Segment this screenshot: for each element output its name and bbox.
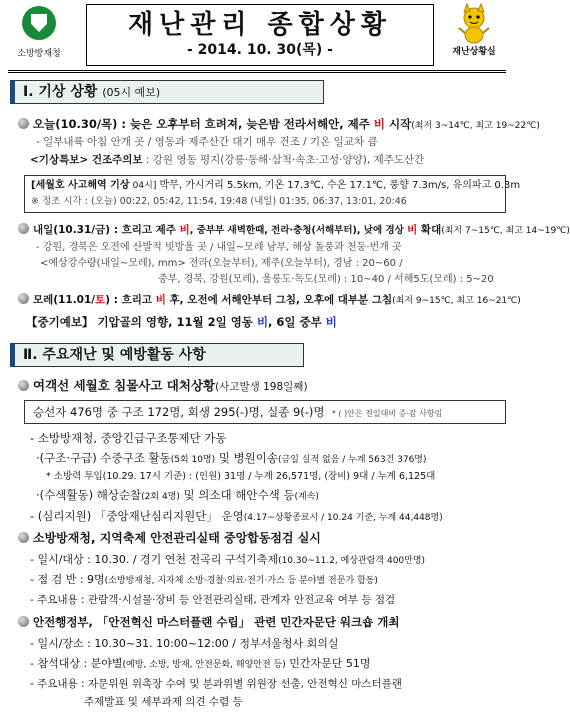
tomorrow-note-1: - 강원, 경북은 오전에 산발적 빗방울 곳 / 내일~모레 남부, 해상 돌풍과 천둥·번개 곳	[36, 242, 402, 253]
festival-line-1	[30, 552, 425, 569]
dayafter-forecast-text: ) : 흐리고	[105, 294, 156, 306]
disaster-heading-text: Ⅱ. 주요재난 및 예방활동 사항	[23, 347, 206, 363]
sewol-casualty-line	[33, 404, 442, 422]
mid-term-rain-word-1: 비	[256, 315, 269, 329]
sewol-response-title	[18, 378, 308, 395]
today-note: - 일부내륙 아침 안개 곳 / 영동과 제주산간 대기 매우 건조 / 기온 일교차 큼	[36, 136, 378, 148]
tomorrow-forecast-tail: 확대	[417, 224, 442, 236]
sewol-observation	[31, 178, 520, 194]
weather-dayafter	[18, 292, 521, 309]
document-title: 재난관리 종합상황	[128, 10, 392, 40]
mascot-icon	[455, 4, 493, 44]
psych-support-text: - (심리지원) 「중앙재난심리지원단」 운영	[30, 509, 244, 523]
tomorrow-forecast-text: 내일(10.31/금) : 흐리고 제주	[33, 224, 180, 236]
dayafter-temperature: (최저 9~15℃, 최고 16~21℃)	[392, 296, 521, 306]
dayafter-label: 모레(11.01/	[33, 294, 96, 306]
weather-section-heading	[10, 80, 324, 104]
workshop-attendees-count: 민간자문단 51명	[285, 657, 371, 670]
workshop-line-3: - 주요내용 : 자문위원 위촉장 수여 및 분과위별 위원장 선출, 안전혁신 마스터플랜	[30, 678, 402, 690]
inspection-team: - 점 검 반 : 9명	[30, 573, 105, 586]
sewol-line-1: - 소방방재청, 중앙긴급구조통제단 가동	[30, 431, 227, 445]
bullet-icon	[18, 616, 29, 627]
inspection-team-detail: (소방방재청, 지자체 소방·경찰·의료·전기·가스 등 분야별 전문가 합동)	[104, 576, 378, 586]
sewol-casualty-box	[24, 400, 506, 424]
disaster-section-heading	[10, 343, 304, 367]
sewol-casualty-count: 승선자 476명 중 구조 172명, 회생 295(-)명, 실종 9(-)명	[33, 405, 325, 419]
header-divider	[8, 70, 506, 73]
dayafter-rain-word: 비	[155, 294, 166, 306]
workshop-line-2	[30, 656, 370, 673]
agency-logo-caption: 소방방재청	[17, 49, 61, 59]
document-date: - 2014. 10. 30(목) -	[186, 42, 333, 58]
workshop-title-text: 안전행정부, 「안전혁신 마스터플랜 수립」 관련 민간자문단 워크숍 개최	[33, 615, 400, 629]
sewol-weather-box	[24, 175, 521, 213]
tomorrow-rain-word-2: 비	[407, 224, 418, 236]
agency-logo	[10, 6, 68, 64]
search-activity-count: (2회 4명)	[141, 492, 180, 502]
sewol-weather-time: 04시]	[132, 181, 157, 191]
festival-schedule-detail: (10.30~11.2, 예상관람객 400만명)	[278, 556, 426, 566]
sewol-line-4	[36, 487, 319, 505]
situation-room-caption: 재난상황실	[452, 47, 496, 57]
sewol-day-count: (사고발생 198일째)	[215, 381, 308, 393]
sewol-line-3: * 소방력 투입(10.29. 17시 기준) : (인원) 31명 / 누계 26,571명, (장비) 9대 / 누계 6,125대	[46, 471, 436, 482]
dayafter-weekday: 토	[95, 294, 106, 306]
bullet-icon	[18, 380, 29, 391]
hospital-transfer-count: (금일 실적 없음 / 누계 563건 376명)	[278, 455, 427, 465]
tomorrow-note-3: 중부, 경북, 강원(모레), 울릉도·독도(모레) : 10~40 / 서해5도(모레) : 5~20	[158, 274, 494, 285]
festival-line-3: - 주요내용 : 관람객·시설물·장비 등 안전관리실태, 관계자 안전교육 여부 등 점검	[30, 594, 396, 606]
bullet-icon	[18, 223, 29, 234]
bullet-icon	[18, 532, 29, 543]
bullet-icon	[18, 118, 29, 129]
hospital-transfer-label: 및 병원이송	[215, 451, 278, 465]
workshop-line-1: - 일시/장소 : 10.30~31. 10:00~12:00 / 정부서울청사 회의실	[30, 637, 339, 650]
situation-room-logo	[442, 4, 506, 64]
sewol-casualty-note: * ( )안은 전일대비 증·감 사항임	[331, 409, 443, 418]
tomorrow-forecast-mid: , 중부부 새벽한때, 전라·충청(서해부터), 낮에 경상	[189, 225, 408, 236]
workshop-attendees-fields: (예방, 소방, 방재, 안전문화, 해양안전 등)	[122, 660, 286, 670]
psych-support-detail: (4.17~상황종료시 / 10.24 기준, 누계 44,448명)	[243, 513, 443, 523]
shield-emblem-icon	[22, 6, 56, 40]
rescue-activity-label: ·(구조·구급) 수중구조 활동	[36, 451, 171, 465]
sewol-weather-values: 박무, 가시거리 5.5km, 기온 17.3℃, 수온 17.1℃, 풍향 7.3m/s, 유의파고 0.3m	[156, 180, 521, 191]
today-forecast-text: 오늘(10.30/목) : 늦은 오후부터 흐려져, 늦은밤 전라서해안, 제주	[33, 117, 374, 131]
search-activity-status: (계속)	[294, 492, 319, 502]
workshop-title	[18, 614, 399, 630]
festival-inspection-title	[18, 530, 321, 546]
search-activity-text: 및 의소대 해안수색 등	[179, 488, 295, 502]
mid-term-text-2: , 6일 중부	[268, 315, 326, 329]
sewol-line-5	[30, 508, 443, 526]
festival-title-text: 소방방재청, 지역축제 안전관리실태 중앙합동점검 실시	[33, 531, 321, 545]
bullet-icon	[18, 293, 29, 304]
title-box	[86, 4, 434, 66]
sewol-weather-label: [세월호 사고해역 기상	[31, 180, 130, 191]
weather-heading-text: Ⅰ. 기상 상황	[23, 84, 98, 100]
sewol-line-2	[36, 450, 427, 468]
today-temperature: (최저 3~14℃, 최고 19~22℃)	[411, 121, 540, 131]
workshop-line-4: 주제발표 및 세부과제 의견 수렴 등	[84, 696, 243, 708]
search-activity-label: ·(수색활동) 해상순찰	[36, 488, 142, 502]
document-header	[8, 4, 506, 68]
weather-heading-sub: (05시 예보)	[102, 86, 161, 99]
mid-term-text: 기압골의 영향, 11월 2일 영동	[93, 315, 257, 329]
tide-times: ※ 정조 시각 : (오늘) 00:22, 05:42, 11:54, 19:48 (내일) 01:35, 06:37, 13:01, 20:46	[31, 196, 407, 207]
sewol-title-text: 여객선 세월호 침몰사고 대처상황	[33, 378, 216, 393]
today-rain-word: 비	[373, 117, 385, 131]
alert-label: <기상특보> 건조주의보	[30, 154, 143, 166]
tomorrow-rain-word: 비	[179, 224, 190, 236]
tomorrow-note-2: <예상강수량(내일~모레), mm> 전라(오늘부터), 제주(오늘부터), 경남 : 20~60 /	[40, 258, 403, 269]
tomorrow-temperature: (최저 7~15℃, 최고 14~19℃)	[441, 226, 570, 236]
today-forecast-tail: 시작	[384, 117, 412, 131]
weather-tomorrow	[18, 222, 570, 239]
festival-line-2	[30, 572, 378, 589]
mid-term-label: 【중기예보】	[26, 315, 94, 329]
mid-term-forecast	[26, 314, 337, 330]
mid-term-rain-word-2: 비	[325, 315, 337, 329]
alert-text: : 강원 영동 평지(강릉·동해·삼척·속초·고성·양양), 제주도산간	[142, 154, 425, 166]
weather-today	[18, 116, 540, 134]
dayafter-forecast-tail: 후, 오전에 서해안부터 그침, 오후에 대부분 그침	[165, 294, 393, 306]
festival-schedule: - 일시/대상 : 10.30. / 경기 연천 전곡리 구석기축제	[30, 553, 279, 566]
weather-alert	[30, 152, 424, 168]
rescue-activity-count: (5회 10명)	[170, 455, 216, 465]
workshop-attendees-label: - 참석대상 : 분야별	[30, 657, 123, 670]
